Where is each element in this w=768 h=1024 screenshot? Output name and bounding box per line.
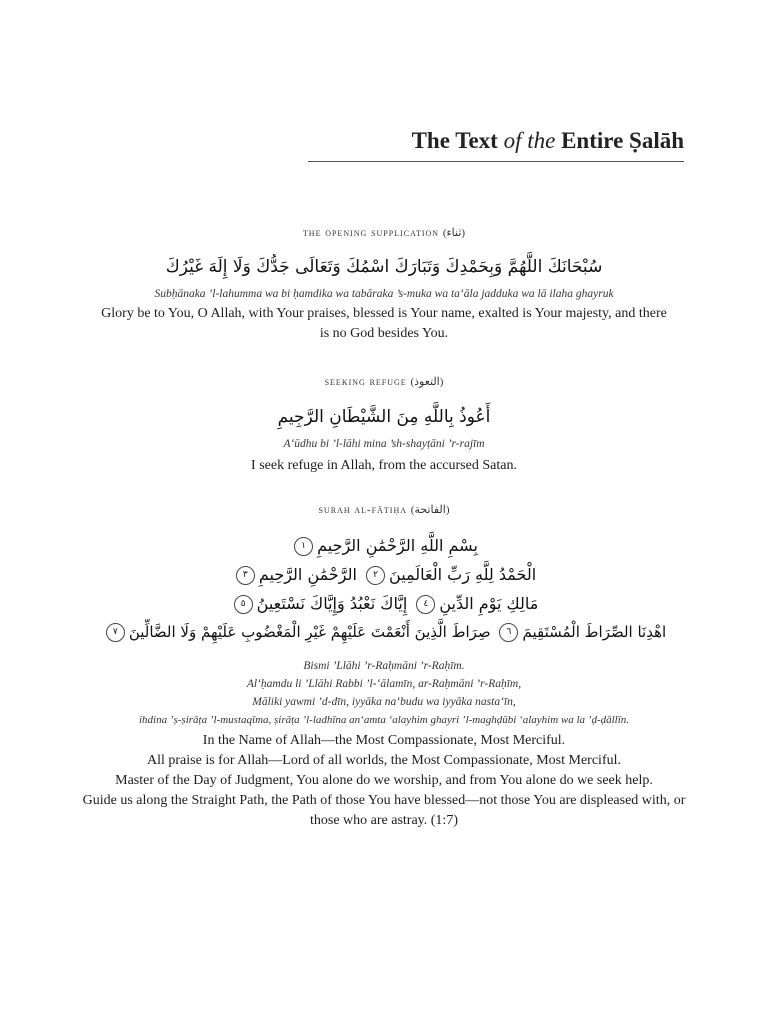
quran-line [0, 560, 768, 589]
heading-text: seeking refuge [324, 376, 407, 388]
arabic-text: سُبْحَانَكَ اللَّهُمَّ وَبِحَمْدِكَ وَتَبَارَكَ اسْمُكَ وَتَعَالَى جَدُّكَ وَلَا إِلَهَ غَيْرُكَ [165, 257, 603, 277]
title-text-1: The Text [411, 128, 504, 153]
heading-text: the opening supplication [302, 227, 440, 239]
verse-text: الرَّحْمَٰنِ الرَّحِيمِ [258, 565, 357, 584]
section-heading [0, 226, 768, 240]
quran-line [0, 531, 768, 560]
section-heading [0, 503, 768, 517]
transliteration: Subḥānaka ’l-lahumma wa bi ḥamdika wa tabāraka ’s-muka wa ta‘āla jadduka wa lā ilaha ghayruk [154, 288, 614, 300]
section-surah-al-fatiha [0, 503, 768, 831]
heading-arabic: (الفاتحة) [410, 504, 450, 516]
transliteration-line: ihdina ’ṣ-ṣirāṭa ’l-mustaqīma, ṣirāṭa ’l-ladhīna an‘amta ‘alayhim ghayri ’l-maghḍūbi ‘alayhim wa la ’ḍ-ḍāllīn. [138, 714, 630, 726]
ayah-number-marker: ٦ [499, 623, 518, 642]
english-translation-block [0, 731, 768, 831]
verse-text: صِرَاطَ الَّذِينَ أَنْعَمْتَ عَلَيْهِمْ غَيْرِ الْمَغْضُوبِ عَلَيْهِمْ وَلَا الضَّالِّينَ [128, 623, 491, 641]
section-opening-supplication [0, 226, 768, 344]
transliteration-block [0, 657, 768, 729]
transliteration-line: Bismi ’Llāhi ’r-Raḥmāni ’r-Raḥīm. [303, 660, 465, 672]
transliteration-line: Al‘ḥamdu li ’Llāhi Rabbi ’l-‘ālamīn, ar-Raḥmāni ’r-Raḥīm, [246, 678, 522, 690]
english-line: Guide us along the Straight Path, the Path of those You have blessed—not those You are displeased with, or those who are astray. (1:7) [82, 793, 686, 828]
quran-line [0, 618, 768, 647]
title-underline [308, 161, 684, 162]
verse-text: اهْدِنَا الصِّرَاطَ الْمُسْتَقِيمَ [522, 623, 667, 641]
title-text-2: of the [503, 128, 556, 153]
ayah-number-marker: ٤ [416, 595, 435, 614]
transliteration: A‘ūdhu bi ’l-lāhi mina ’sh-shayṭāni ’r-rajīm [283, 438, 485, 450]
quran-verses [0, 531, 768, 647]
quran-line [0, 589, 768, 618]
page-title [412, 128, 684, 154]
section-seeking-refuge [0, 375, 768, 476]
heading-arabic: (التعوذ) [410, 376, 444, 388]
arabic-text: أَعُوذُ بِاللَّهِ مِنَ الشَّيْطَانِ الرَّجِيمِ [277, 407, 491, 427]
transliteration-line: Māliki yawmi ’d-dīn, iyyāka na‘budu wa iyyāka nasta‘īn, [252, 696, 516, 708]
heading-text: surah al-fātiḥa [318, 504, 408, 516]
verse-text: مَالِكِ يَوْمِ الدِّينِ [439, 594, 539, 613]
ayah-number-marker: ١ [294, 537, 313, 556]
english-translation: I seek refuge in Allah, from the accursed Satan. [251, 458, 517, 473]
title-text-3: Entire Ṣalāh [555, 128, 684, 153]
verse-text: بِسْمِ اللَّهِ الرَّحْمَٰنِ الرَّحِيمِ [317, 536, 478, 555]
ayah-number-marker: ٣ [236, 566, 255, 585]
ayah-number-marker: ٥ [234, 595, 253, 614]
verse-text: إِيَّاكَ نَعْبُدُ وَإِيَّاكَ نَسْتَعِينُ [256, 594, 408, 613]
english-line: Master of the Day of Judgment, You alone do we worship, and from You alone do we seek help. [115, 773, 653, 788]
heading-arabic: (ثناء) [442, 227, 466, 239]
english-line: In the Name of Allah—the Most Compassionate, Most Merciful. [202, 733, 566, 748]
section-heading [0, 375, 768, 389]
english-translation: Glory be to You, O Allah, with Your praises, blessed is Your name, exalted is Your majesty, and there is no God besides You. [101, 306, 667, 341]
ayah-number-marker: ٢ [366, 566, 385, 585]
ayah-number-marker: ٧ [106, 623, 125, 642]
english-line: All praise is for Allah—Lord of all worlds, the Most Compassionate, Most Merciful. [147, 753, 621, 768]
verse-text: الْحَمْدُ لِلَّهِ رَبِّ الْعَالَمِينَ [389, 565, 537, 584]
